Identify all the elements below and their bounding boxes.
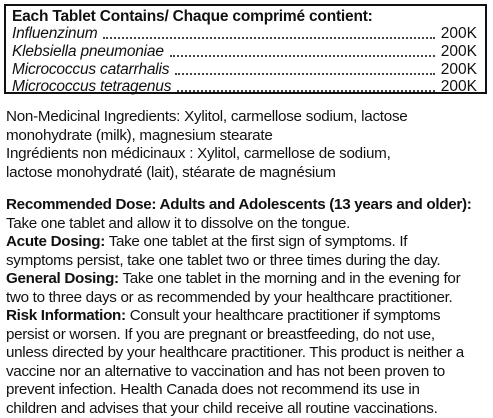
non-medicinal-ingredients <box>6 108 488 182</box>
recommended-dose-label: Recommended Dose: Adults and Adolescents (13 years and older): <box>6 196 472 213</box>
dot-leader <box>170 54 435 57</box>
ingredient-name: Influenzinum <box>12 25 97 43</box>
ingredient-row <box>12 78 477 96</box>
risk-information-label: Risk Information: <box>6 307 126 324</box>
ingredient-row <box>12 43 477 61</box>
recommended-dose-heading <box>6 196 490 215</box>
non-medicinal-line: monohydrate (milk), magnesium stearate <box>6 127 488 146</box>
non-medicinal-line-fr: lactose monohydraté (lait), stéarate de magnésium <box>6 164 488 183</box>
dot-leader <box>175 72 434 75</box>
ingredient-amount: 200K <box>441 78 477 96</box>
recommended-dose-text: Take one tablet and allow it to dissolve on the tongue. <box>6 215 490 234</box>
ingredient-name: Micrococcus tetragenus <box>12 78 171 96</box>
risk-information-text: children and advises that your child receive all routine vaccinations. <box>6 400 490 418</box>
risk-information-text: unless directed by your healthcare practitioner. This product is neither a <box>6 344 490 363</box>
ingredient-amount: 200K <box>441 61 477 79</box>
acute-dosing-text: Take one tablet at the first sign of symptoms. If <box>105 233 407 250</box>
ingredient-amount: 200K <box>441 25 477 43</box>
ingredient-amount: 200K <box>441 43 477 61</box>
non-medicinal-line-fr: Ingrédients non médicinaux : Xylitol, carmellose de sodium, <box>6 145 488 164</box>
acute-dosing-label: Acute Dosing: <box>6 233 105 250</box>
risk-information-text: vaccine nor an alternative to vaccination and has not been proven to <box>6 363 490 382</box>
general-dosing-text: two to three days or as recommended by your healthcare practitioner. <box>6 289 490 308</box>
general-dosing-line <box>6 270 490 289</box>
acute-dosing-text: symptoms persist, take one tablet two or three times during the day. <box>6 252 490 271</box>
risk-information-line <box>6 307 490 326</box>
non-medicinal-line: Non-Medicinal Ingredients: Xylitol, carmellose sodium, lactose <box>6 108 488 127</box>
ingredient-row <box>12 61 477 79</box>
ingredient-name: Micrococcus catarrhalis <box>12 61 169 79</box>
ingredient-row <box>12 25 477 43</box>
ingredient-name: Klebsiella pneumoniae <box>12 43 164 61</box>
dosage-section <box>6 196 490 418</box>
risk-information-text: Consult your healthcare practitioner if symptoms <box>126 307 441 324</box>
risk-information-text: persist or worsen. If you are pregnant or breastfeeding, do not use, <box>6 326 490 345</box>
general-dosing-text: Take one tablet in the morning and in the evening for <box>119 270 461 287</box>
dot-leader <box>177 89 435 92</box>
dot-leader <box>103 36 434 39</box>
general-dosing-label: General Dosing: <box>6 270 119 287</box>
acute-dosing-line <box>6 233 490 252</box>
risk-information-text: prevent infection. Health Canada does not recommend its use in <box>6 381 490 400</box>
ingredients-title: Each Tablet Contains/ Chaque comprimé contient: <box>12 8 373 26</box>
ingredients-table <box>4 4 487 94</box>
